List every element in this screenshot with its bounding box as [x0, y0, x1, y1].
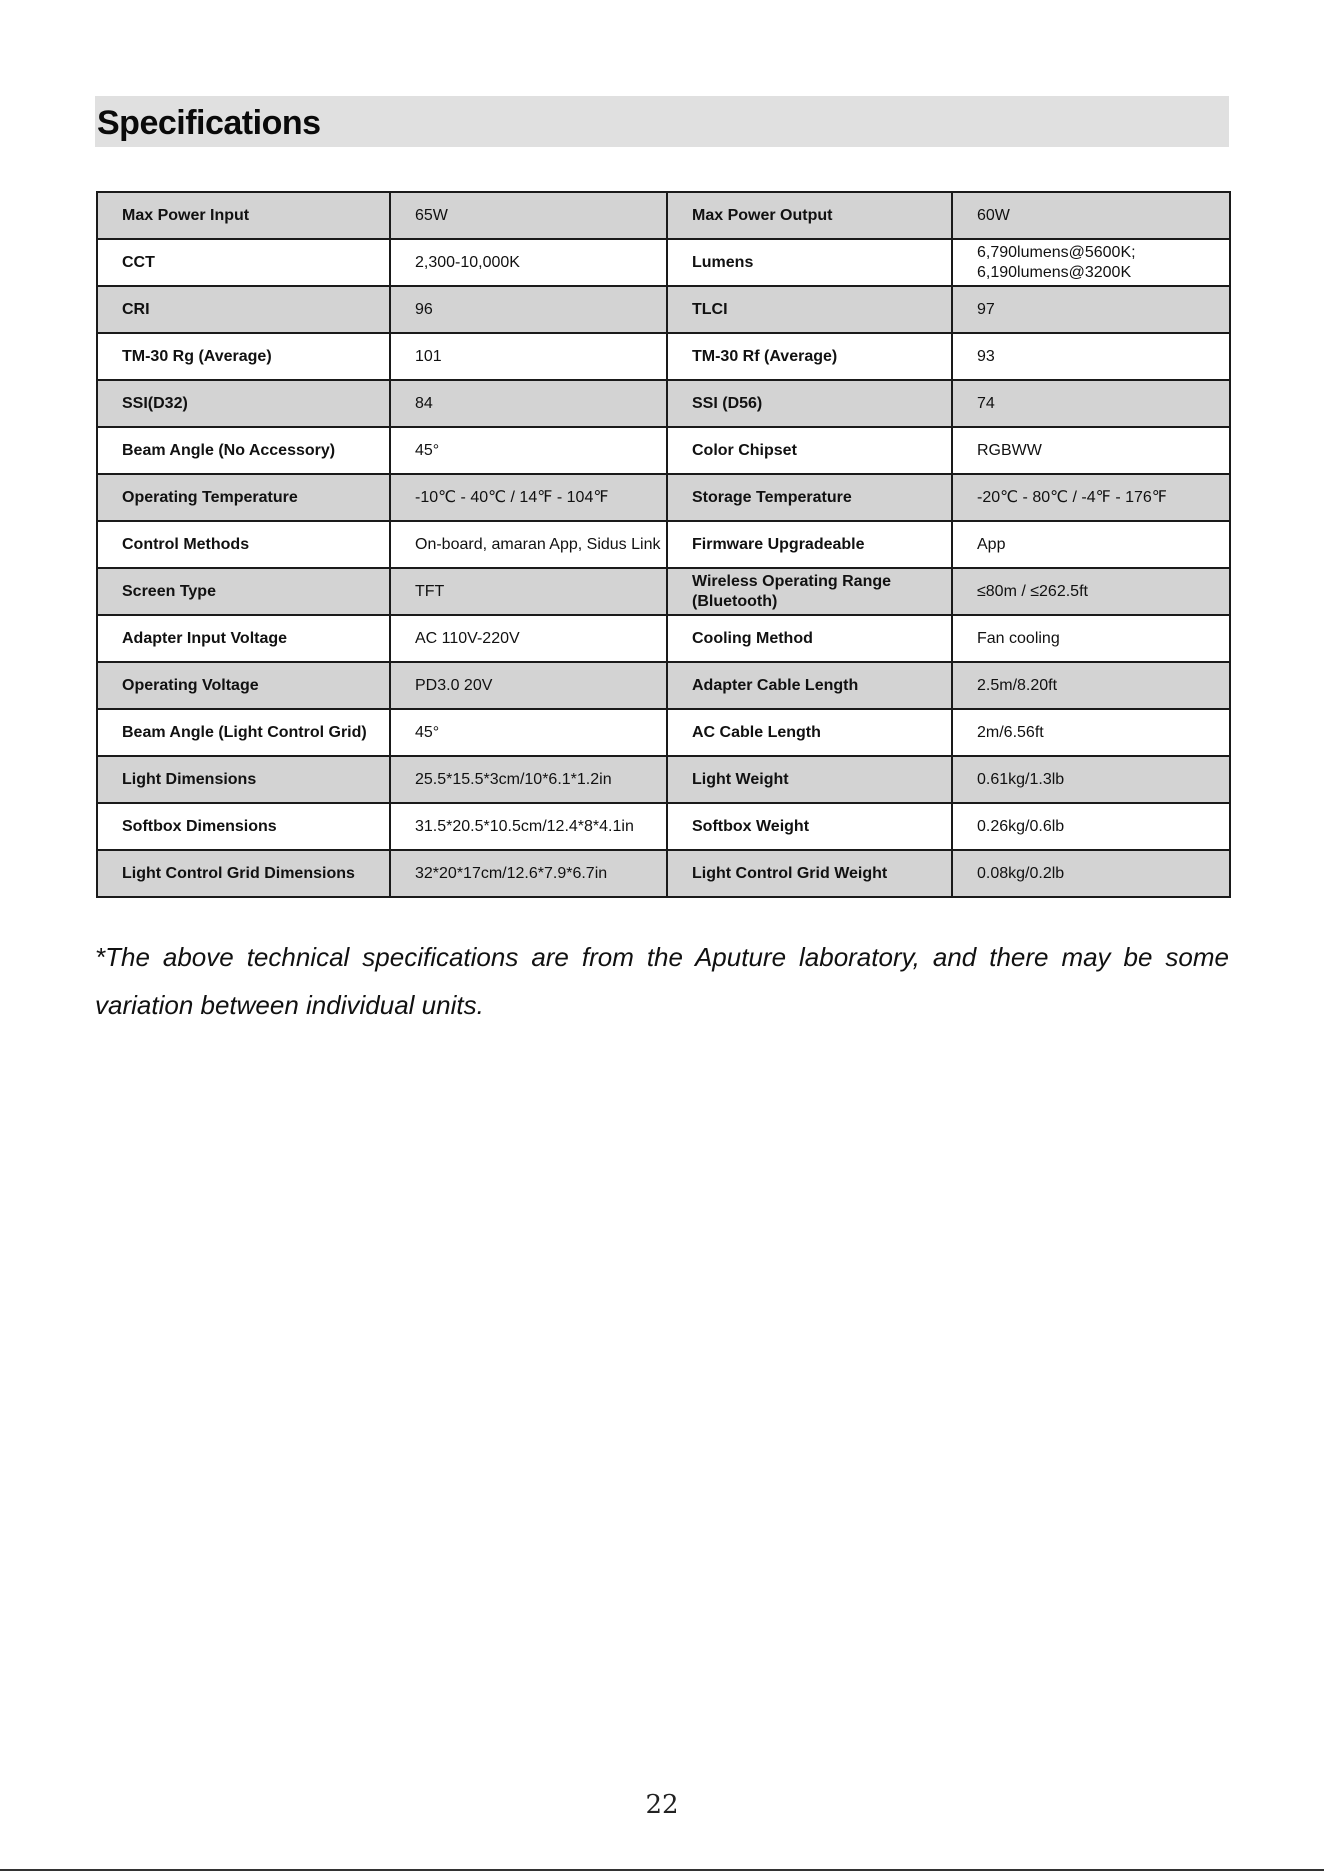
spec-label-cell: Adapter Cable Length — [667, 662, 952, 709]
spec-label-cell: Softbox Weight — [667, 803, 952, 850]
spec-value-cell: 101 — [390, 333, 667, 380]
spec-label-cell: Light Control Grid Weight — [667, 850, 952, 897]
spec-label-cell: Operating Voltage — [97, 662, 390, 709]
spec-label-cell: Beam Angle (No Accessory) — [97, 427, 390, 474]
spec-label-cell: AC Cable Length — [667, 709, 952, 756]
table-row — [97, 803, 1230, 850]
spec-label-cell: TM-30 Rf (Average) — [667, 333, 952, 380]
spec-value-cell: 0.26kg/0.6lb — [952, 803, 1230, 850]
table-row — [97, 474, 1230, 521]
spec-label-cell: Cooling Method — [667, 615, 952, 662]
spec-label-cell: CCT — [97, 239, 390, 286]
spec-label-cell: Storage Temperature — [667, 474, 952, 521]
specifications-table-body — [97, 192, 1230, 897]
spec-value-cell: PD3.0 20V — [390, 662, 667, 709]
table-row — [97, 756, 1230, 803]
spec-label-cell: SSI (D56) — [667, 380, 952, 427]
footnote: *The above technical specifications are from the Aputure laboratory, and there may be some variation between individual units. — [95, 942, 1229, 1020]
spec-value-cell: 0.61kg/1.3lb — [952, 756, 1230, 803]
spec-label-cell: Softbox Dimensions — [97, 803, 390, 850]
table-row — [97, 192, 1230, 239]
spec-label-cell: Firmware Upgradeable — [667, 521, 952, 568]
spec-value-cell: 0.08kg/0.2lb — [952, 850, 1230, 897]
spec-label-cell: Light Dimensions — [97, 756, 390, 803]
spec-value-cell: 45° — [390, 427, 667, 474]
spec-value-cell: 2.5m/8.20ft — [952, 662, 1230, 709]
specifications-table — [96, 191, 1231, 898]
page-title: Specifications — [97, 104, 321, 142]
spec-value-cell: On-board, amaran App, Sidus Link — [390, 521, 667, 568]
spec-value-cell: 60W — [952, 192, 1230, 239]
spec-value-cell: 65W — [390, 192, 667, 239]
spec-value-cell: ≤80m / ≤262.5ft — [952, 568, 1230, 615]
table-row — [97, 662, 1230, 709]
spec-label-cell: Screen Type — [97, 568, 390, 615]
spec-value-cell: 84 — [390, 380, 667, 427]
spec-label-cell: Beam Angle (Light Control Grid) — [97, 709, 390, 756]
table-row — [97, 239, 1230, 286]
table-row — [97, 709, 1230, 756]
spec-value-cell: 45° — [390, 709, 667, 756]
spec-label-cell: Control Methods — [97, 521, 390, 568]
spec-label-cell: Wireless Operating Range (Bluetooth) — [667, 568, 952, 615]
spec-value-cell: 93 — [952, 333, 1230, 380]
spec-value-cell: 97 — [952, 286, 1230, 333]
spec-label-cell: Max Power Input — [97, 192, 390, 239]
spec-label-cell: TM-30 Rg (Average) — [97, 333, 390, 380]
table-row — [97, 568, 1230, 615]
section-header — [95, 96, 1229, 147]
spec-value-cell: 2m/6.56ft — [952, 709, 1230, 756]
table-row — [97, 286, 1230, 333]
spec-label-cell: Operating Temperature — [97, 474, 390, 521]
spec-value-cell: 96 — [390, 286, 667, 333]
table-row — [97, 521, 1230, 568]
spec-value-cell: 32*20*17cm/12.6*7.9*6.7in — [390, 850, 667, 897]
spec-label-cell: Light Weight — [667, 756, 952, 803]
spec-value-cell: -20℃ - 80℃ / -4℉ - 176℉ — [952, 474, 1230, 521]
spec-label-cell: CRI — [97, 286, 390, 333]
page-number: 22 — [645, 1790, 679, 1820]
spec-value-cell: 2,300-10,000K — [390, 239, 667, 286]
bottom-rule — [0, 1869, 1324, 1871]
spec-value-cell: -10℃ - 40℃ / 14℉ - 104℉ — [390, 474, 667, 521]
spec-value-cell: 31.5*20.5*10.5cm/12.4*8*4.1in — [390, 803, 667, 850]
spec-label-cell: Max Power Output — [667, 192, 952, 239]
spec-value-cell: Fan cooling — [952, 615, 1230, 662]
spec-value-cell: RGBWW — [952, 427, 1230, 474]
spec-label-cell: Lumens — [667, 239, 952, 286]
table-row — [97, 615, 1230, 662]
spec-value-cell: AC 110V-220V — [390, 615, 667, 662]
table-row — [97, 850, 1230, 897]
spec-value-cell: App — [952, 521, 1230, 568]
spec-value-cell: 6,790lumens@5600K; 6,190lumens@3200K — [952, 239, 1230, 286]
table-row — [97, 380, 1230, 427]
spec-label-cell: Light Control Grid Dimensions — [97, 850, 390, 897]
spec-label-cell: Color Chipset — [667, 427, 952, 474]
spec-value-cell: TFT — [390, 568, 667, 615]
spec-value-cell: 74 — [952, 380, 1230, 427]
spec-label-cell: TLCI — [667, 286, 952, 333]
spec-label-cell: SSI(D32) — [97, 380, 390, 427]
spec-value-cell: 25.5*15.5*3cm/10*6.1*1.2in — [390, 756, 667, 803]
table-row — [97, 427, 1230, 474]
table-row — [97, 333, 1230, 380]
spec-label-cell: Adapter Input Voltage — [97, 615, 390, 662]
